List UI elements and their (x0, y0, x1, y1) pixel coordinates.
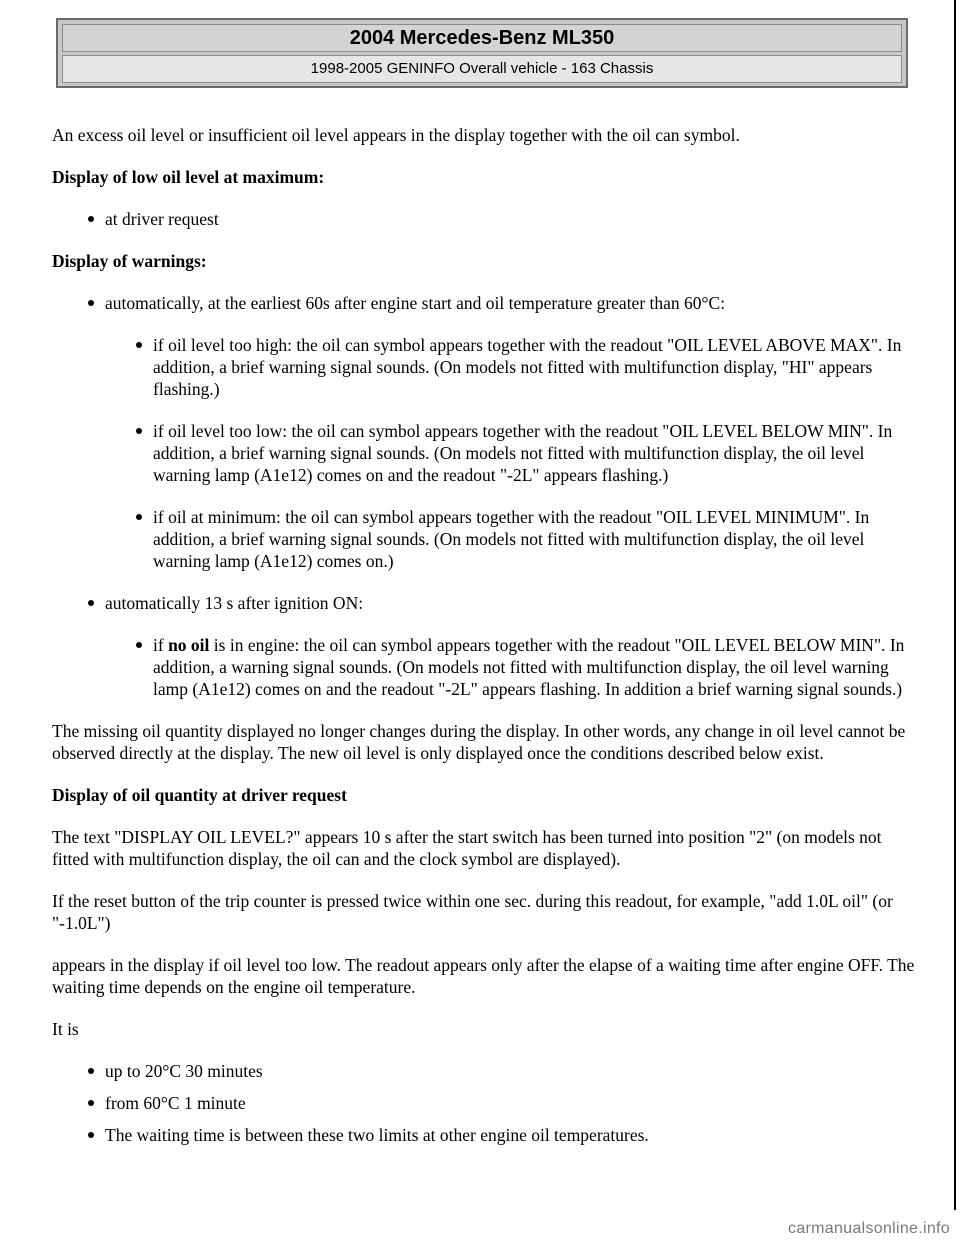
list-item: if oil level too high: the oil can symbol appears together with the readout "OIL LEVEL ABOVE MAX". In addition, a brief warning signal sounds. (On models not fitted with multifunction display, "HI" appears flashing.) (52, 334, 922, 400)
low-max-list (52, 208, 922, 230)
bullet-icon (88, 300, 94, 306)
watermark: carmanualsonline.info (788, 1220, 950, 1237)
bullet-icon (136, 342, 142, 348)
list-item: from 60°C 1 minute (52, 1092, 922, 1114)
paragraph-it-is: It is (52, 1019, 79, 1039)
list-item: if oil level too low: the oil can symbol appears together with the readout "OIL LEVEL BELOW MIN". In addition, a brief warning signal sounds. (On models not fitted with multifunction display, the oil level warning lamp (A1e12) comes on and the readout "-2L" appears flashing.) (52, 420, 922, 486)
list-item: if oil at minimum: the oil can symbol appears together with the readout "OIL LEVEL MINIMUM". In addition, a brief warning signal sounds. (On models not fitted with multifunction display, the oil level warning lamp (A1e12) comes on.) (52, 506, 922, 572)
bullet-icon (136, 428, 142, 434)
paragraph-reset: If the reset button of the trip counter is pressed twice within one sec. during this readout, for example, "add 1.0L oil" (or "-1.0L") (52, 891, 893, 933)
intro-paragraph: An excess oil level or insufficient oil level appears in the display together with the oil can symbol. (52, 125, 740, 145)
paragraph-display-text: The text "DISPLAY OIL LEVEL?" appears 10 s after the start switch has been turned into position "2" (on models not fitted with multifunction display, the oil can and the clock symbol are displayed). (52, 827, 882, 869)
bullet-icon (88, 1068, 94, 1074)
waiting-time-list (52, 1060, 922, 1146)
paragraph-missing-oil: The missing oil quantity displayed no longer changes during the display. In other words, any change in oil level cannot be observed directly at the display. The new oil level is only displayed once the conditions described below exist. (52, 721, 906, 763)
paragraph-appears: appears in the display if oil level too low. The readout appears only after the elapse of a waiting time after engine OFF. The waiting time depends on the engine oil temperature. (52, 955, 915, 997)
bullet-icon (88, 1132, 94, 1138)
bullet-icon (88, 1100, 94, 1106)
warnings-list (52, 292, 922, 700)
document-body (52, 124, 922, 1166)
heading-warnings: Display of warnings: (52, 251, 207, 271)
document-header (56, 18, 908, 88)
bullet-icon (136, 514, 142, 520)
list-item: up to 20°C 30 minutes (52, 1060, 922, 1082)
heading-low-oil-max: Display of low oil level at maximum: (52, 167, 325, 187)
list-item: automatically, at the earliest 60s after engine start and oil temperature greater than 60°C: if oil level too high: the oil can symbol appears together with the readout "OIL LEVEL ABOVE MAX". In addition, a brief warning signal sounds. (On models not fitted with multifunction display, "HI" appears flashing.) if oil level too low: the oil can symbol appears together with the readout "OIL LEVEL BELOW MIN". In addition, a brief warning signal sounds. (On models not fitted with multifunction display, the oil level warning lamp (A1e12) comes on and the readout "-2L" appears flashing.) if oil at minimum: the oil can symbol appears together with the readout "OIL LEVEL MINIMUM". In addition, a brief warning signal sounds. (On models not fitted with multifunction display, the oil level warning lamp (A1e12) comes on.) (52, 292, 922, 572)
document-title: 2004 Mercedes-Benz ML350 (62, 24, 902, 52)
warnings-sublist (105, 634, 922, 700)
list-item: at driver request (52, 208, 922, 230)
list-item: if no oil is in engine: the oil can symbol appears together with the readout "OIL LEVEL BELOW MIN". In addition, a warning signal sounds. (On models not fitted with multifunction display, the oil level warning lamp (A1e12) comes on and the readout "-2L" appears flashing. In addition a brief warning signal sounds.) (52, 634, 922, 700)
bullet-icon (88, 600, 94, 606)
bullet-icon (136, 642, 142, 648)
document-subtitle: 1998-2005 GENINFO Overall vehicle - 163 Chassis (62, 55, 902, 83)
warnings-sublist (105, 334, 922, 572)
list-item: automatically 13 s after ignition ON: if no oil is in engine: the oil can symbol appears together with the readout "OIL LEVEL BELOW MIN". In addition, a warning signal sounds. (On models not fitted with multifunction display, the oil level warning lamp (A1e12) comes on and the readout "-2L" appears flashing. In addition a brief warning signal sounds.) (52, 592, 922, 700)
bullet-icon (88, 216, 94, 222)
heading-oil-quantity: Display of oil quantity at driver request (52, 785, 347, 805)
list-item: The waiting time is between these two limits at other engine oil temperatures. (52, 1124, 922, 1146)
